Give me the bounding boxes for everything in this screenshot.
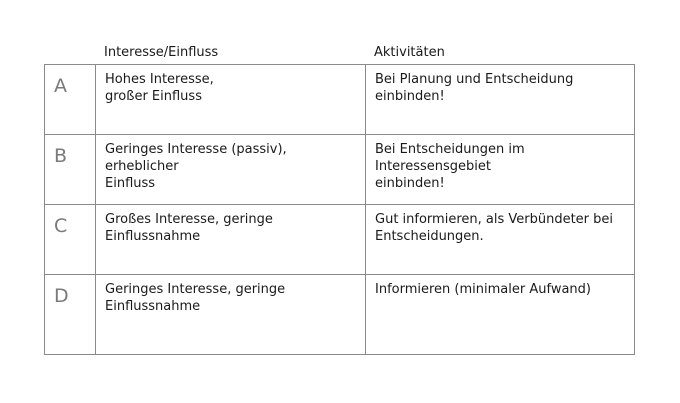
activity-text: Gut informieren, als Verbündeter bei Entscheidungen. [375,212,613,244]
row-letter: D [54,285,69,307]
activity-cell [366,65,634,134]
letter-cell [45,135,96,204]
interest-cell [96,205,366,274]
table-row-a [45,65,634,135]
interest-cell [96,275,366,354]
activity-cell [366,135,634,204]
letter-cell [45,65,96,134]
stakeholder-table [44,64,635,355]
interest-cell [96,135,366,204]
column-header-activities: Aktivitäten [374,45,445,60]
interest-cell [96,65,366,134]
interest-text: Geringes Interesse (passiv), erheblicher Einfluss [105,142,287,191]
interest-text: Großes Interesse, geringe Einflussnahme [105,212,273,244]
interest-text: Geringes Interesse, geringe Einflussnahme [105,282,286,314]
row-letter: C [54,215,68,237]
activity-text: Bei Entscheidungen im Interessensgebiet einbinden! [375,142,525,191]
interest-text: Hohes Interesse, großer Einfluss [105,72,214,104]
row-letter: A [54,75,67,97]
letter-cell [45,205,96,274]
activity-cell [366,205,634,274]
table-row-b [45,135,634,205]
activity-text: Informieren (minimaler Aufwand) [375,282,591,297]
table-row-c [45,205,634,275]
column-header-interest: Interesse/Einfluss [104,45,219,60]
row-letter: B [54,145,68,167]
activity-text: Bei Planung und Entscheidung einbinden! [375,72,574,104]
activity-cell [366,275,634,354]
letter-cell [45,275,96,354]
table-row-d [45,275,634,354]
